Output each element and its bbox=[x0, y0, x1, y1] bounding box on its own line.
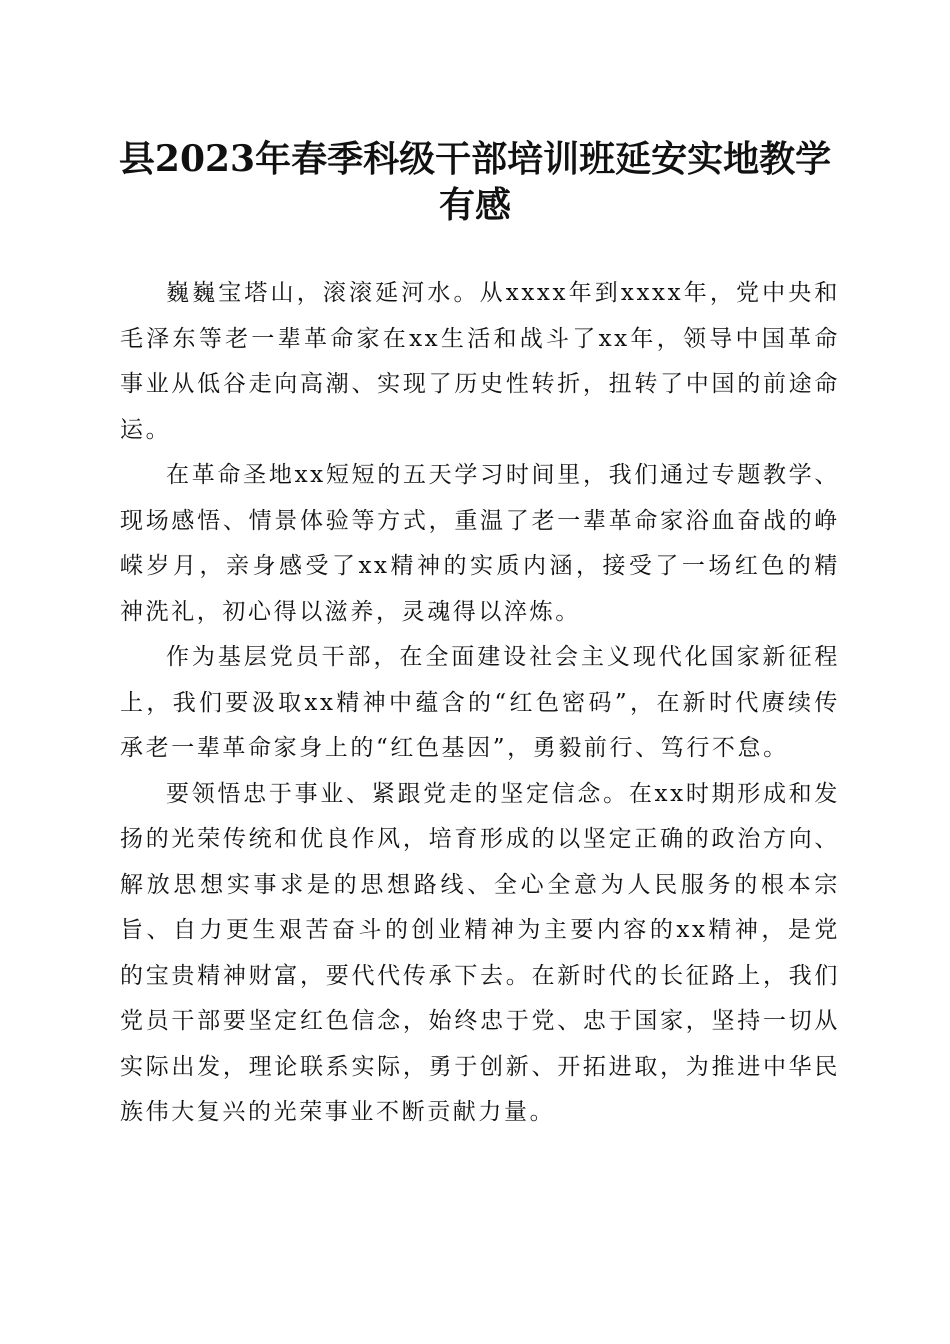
title-line-2: 有感 bbox=[438, 184, 511, 226]
paragraph-3: 作为基层党员干部，在全面建设社会主义现代化国家新征程上，我们要汲取xx精神中蕴含的“红色密码”，在新时代赓续传承老一辈革命家身上的“红色基因”，勇毅前行、笃行不怠。 bbox=[120, 644, 840, 761]
paragraph-2: 在革命圣地xx短短的五天学习时间里，我们通过专题教学、现场感悟、情景体验等方式，重温了老一辈革命家浴血奋战的峥嵘岁月，亲身感受了xx精神的实质内涵，接受了一场红色的精神洗礼，初心得以滋养，灵魂得以淬炼。 bbox=[120, 462, 840, 625]
title-line-1: 县2023年春季科级干部培训班延安实地教学 bbox=[118, 138, 832, 180]
document-title bbox=[110, 136, 840, 228]
document-body bbox=[120, 271, 840, 1136]
paragraph-4: 要领悟忠于事业、紧跟党走的坚定信念。在xx时期形成和发扬的光荣传统和优良作风，培育形成的以坚定正确的政治方向、解放思想实事求是的思想路线、全心全意为人民服务的根本宗旨、自力更生艰苦奋斗的创业精神为主要内容的xx精神，是党的宝贵精神财富，要代代传承下去。在新时代的长征路上，我们党员干部要坚定红色信念，始终忠于党、忠于国家，坚持一切从实际出发，理论联系实际，勇于创新、开拓进取，为推进中华民族伟大复兴的光荣事业不断贡献力量。 bbox=[120, 780, 840, 1125]
paragraph-1: 巍巍宝塔山，滚滚延河水。从xxxx年到xxxx年，党中央和毛泽东等老一辈革命家在xx生活和战斗了xx年，领导中国革命事业从低谷走向高潮、实现了历史性转折，扭转了中国的前途命运。 bbox=[120, 280, 840, 443]
